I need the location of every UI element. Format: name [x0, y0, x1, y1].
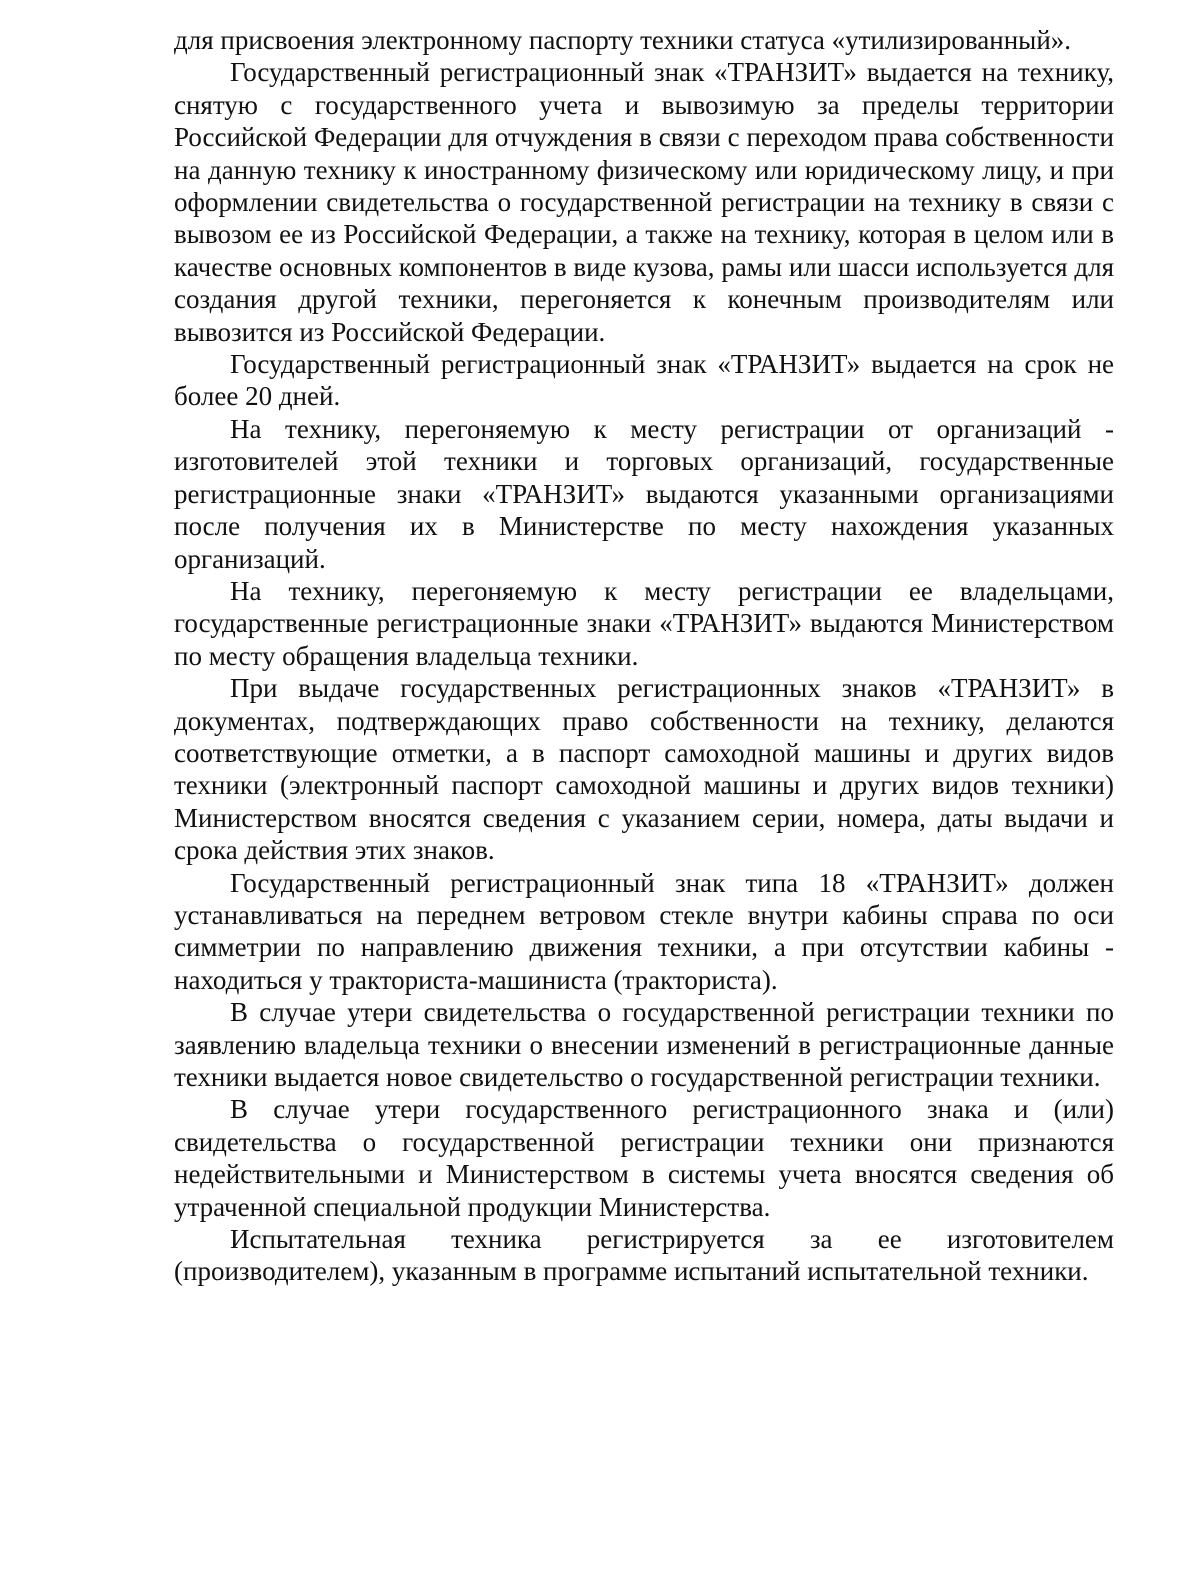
- paragraph-lost-plate: В случае утери государственного регистрационного знака и (или) свидетельства о государственной регистрации техники они признаются недействительными и Министерством в системы учета вносятся сведения об утраченной специальной продукции Министерства.: [174, 1094, 1114, 1222]
- paragraph-utilization-status: для присвоения электронному паспорту техники статуса «утилизированный».: [174, 25, 1072, 55]
- paragraph-transit-issuance: Государственный регистрационный знак «ТРАНЗИТ» выдается на технику, снятую с государственного учета и вывозимую за пределы территории Российской Федерации для отчуждения в связи с переходом права собственности на данную технику к иностранному физическому или юридическому лицу, и при оформлении свидетельства о государственной регистрации на технику в связи с вывозом ее из Российской Федерации, а также на технику, которая в целом или в качестве основных компонентов в виде кузова, рамы или шасси используется для создания другой техники, перегоняется к конечным производителям или вывозится из Российской Федерации.: [174, 57, 1114, 347]
- paragraph-test-equipment: Испытательная техника регистрируется за ее изготовителем (производителем), указанным в программе испытаний испытательной техники.: [174, 1224, 1114, 1287]
- paragraph-owners: На технику, перегоняемую к месту регистрации ее владельцами, государственные регистрационные знаки «ТРАНЗИТ» выдаются Министерством по месту обращения владельца техники.: [174, 575, 1114, 671]
- paragraph-transit-term: Государственный регистрационный знак «ТРАНЗИТ» выдается на срок не более 20 дней.: [174, 349, 1114, 412]
- paragraph-issuance-marks: При выдаче государственных регистрационных знаков «ТРАНЗИТ» в документах, подтверждающих право собственности на технику, делаются соответствующие отметки, а в паспорт самоходной машины и других видов техники (электронный паспорт самоходной машины и других видов техники) Министерством вносятся сведения с указанием серии, номера, даты выдачи и срока действия этих знаков.: [174, 673, 1114, 866]
- paragraph-lost-certificate: В случае утери свидетельства о государственной регистрации техники по заявлению владельца техники о внесении изменений в регистрационные данные техники выдается новое свидетельство о государственной регистрации техники.: [174, 997, 1114, 1092]
- paragraph-manufacturers: На технику, перегоняемую к месту регистрации от организаций - изготовителей этой техники и торговых организаций, государственные регистрационные знаки «ТРАНЗИТ» выдаются указанными организациями после получения их в Министерстве по месту нахождения указанных организаций.: [174, 413, 1114, 574]
- paragraph-plate-installation: Государственный регистрационный знак типа 18 «ТРАНЗИТ» должен устанавливаться на переднем ветровом стекле внутри кабины справа по оси симметрии по направлению движения техники, а при отсутствии кабины - находиться у тракториста-машиниста (тракториста).: [174, 867, 1114, 995]
- document-page: [174, 24, 1114, 1288]
